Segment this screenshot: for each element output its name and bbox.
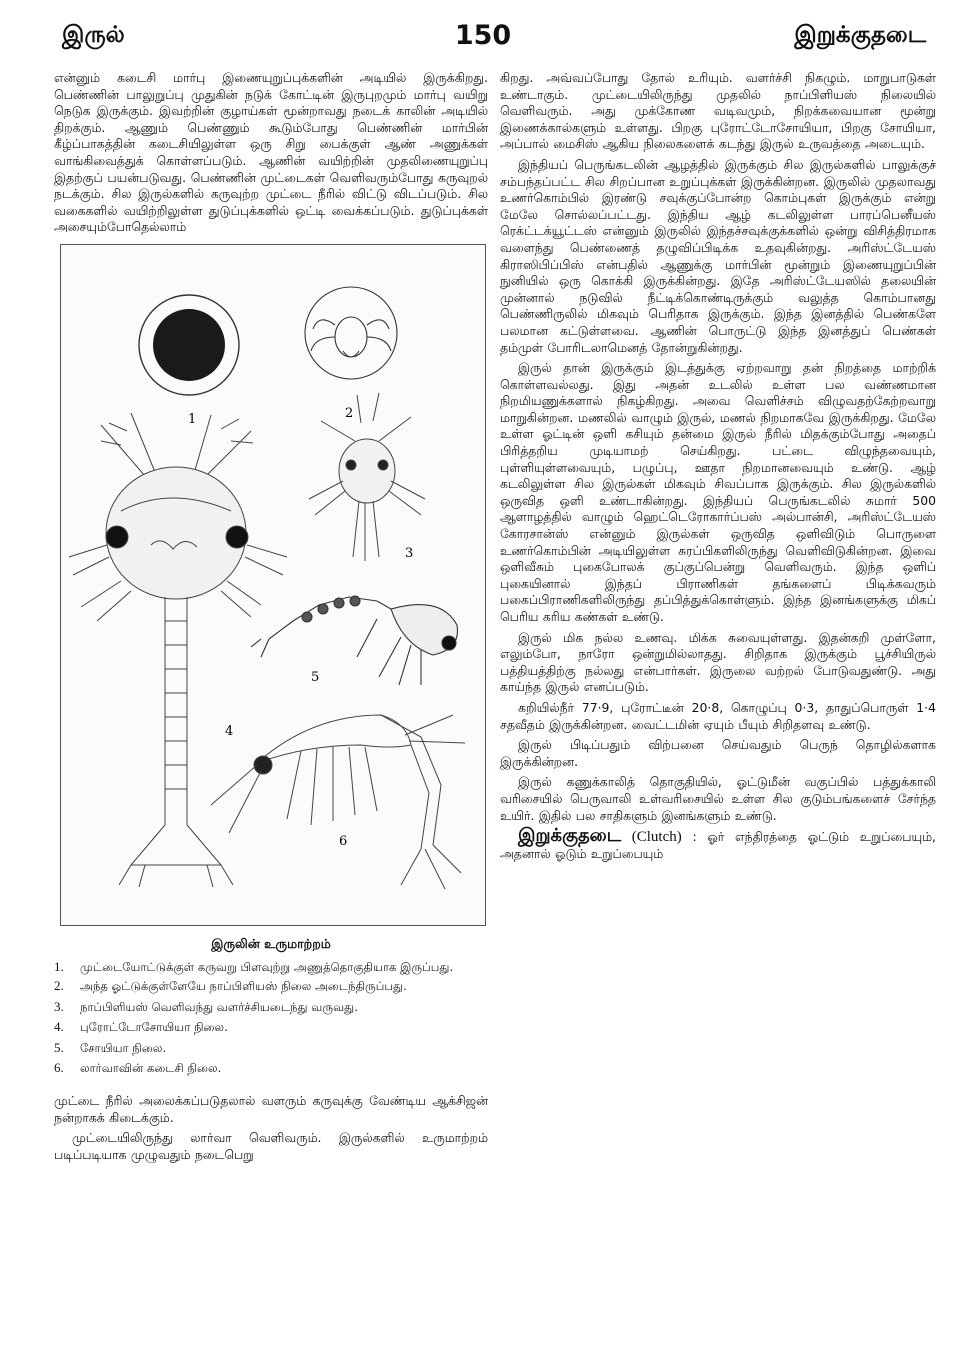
metamorphosis-figure [60,244,486,926]
figure-number-3: 3 [405,545,414,561]
legend-item: 3. நாப்பிளியஸ் வெளிவந்து வளர்ச்சியடைந்து வருவது. [54,998,358,1014]
egg-drawing [139,295,239,395]
left-column [54,70,488,1167]
right-paragraph-3: இருல் தான் இருக்கும் இடத்துக்கு ஏற்றவாறு தன் நிறத்தை மாற்றிக் கொள்ளவல்லது. இது அதன் உடலில் உள்ள பல வண்ணமான நிறமியணுக்களால் நிகழ்கிறது. அவை வெளிச்சம் விழுவதற்கேற்றவாறு மாறுகின்றன. மணலில் வாழும் இருல், மணல் நிறமாகவே இருக்கிறது. மேலே உள்ள ஓட்டின் ஒளி கசியும் தன்மை இருல் நீரில் மிதக்கும்போது அதைப் பிரித்தறிய முடியாமற் செய்கிறது. பட்டை விழுந்தவையும், புள்ளியுள்ளவையும், பழுப்பு, ஊதா நிறமானவையும் உண்டு. ஆழ் கடலிலுள்ள சில இருல்கள் மிகவும் சிவப்பாக இருக்கும். சில இருல்களில் ஒருவித ஒளி உண்டாகின்றது. இந்தியப் பெருங்கடலில் சுமார் 500 ஆளாழத்தில் வாழும் ஹெட்டெரோகார்ப்பஸ் அல்பான்சி, அரிஸ்ட்டேயஸ் கோரசான்ஸ் என்னும் இருல்கள் ஒருவித ஒளிவிடும் பொருளை உணர்கொம்பின் அடியிலுள்ள சுரப்பிகளிலிருந்து வெளிவிடுகின்றன. இவை ஒளிவீசும் புகைபோலக் குப்குப்பென்று வெளிவரும். இந்த ஒளிப் புகையினால் இந்தப் பிராணிகள் தங்களைப் பிடிக்கவரும் பகைப்பிராணிகளிலிருந்து தப்பித்துக்கொள்ளும். இந்த இனங்களுக்கு மிகப் பெரிய கரிய கண்கள் உண்டு. [500,360,936,624]
figure-legend [54,959,488,1079]
left-paragraph-2: முட்டை நீரில் அலைக்கப்படுதலால் வளரும் கருவுக்கு வேண்டிய ஆக்சிஜன் நன்றாகக் கிடைக்கும். [54,1092,488,1125]
page-number: 150 [454,20,512,51]
dictionary-entry [500,825,936,862]
figure-number-6: 6 [339,833,348,849]
figure-caption: இருலின் உருமாற்றம் [211,935,331,951]
entry-definition: : ஓர் எந்திரத்தை ஓட்டும் உறுப்பையும், அதனால் ஓடும் உறுப்பையும் [500,829,936,861]
left-paragraph-3: முட்டையிலிருந்து லார்வா வெளிவரும். இருல்களில் உருமாற்றம் படிப்படியாக முழுவதும் நடைபெறு [54,1130,488,1162]
right-column [500,70,936,866]
figure-number-5: 5 [311,669,320,685]
entry-english-term: (Clutch) [631,829,682,846]
right-paragraph-5: கறியில்நீர் 77·9, புரோட்டீன் 20·8, கொழுப்பு 0·3, தாதுப்பொருள் 1·4 சதவீதம் இருக்கின்றன. வைட்டமின் ஏயும் பீயும் சிறிதளவு உண்டு. [500,699,936,732]
right-paragraph-6: இருல் பிடிப்பதும் விற்பனை செய்வதும் பெருந் தொழில்களாக இருக்கின்றன. [500,737,936,769]
header-right-word: இறுக்குதடை [794,22,926,48]
right-paragraph-1: கிறது. அவ்வப்போது தோல் உரியும். வளர்ச்சி நிகழும். மாறுபாடுகள் உண்டாகும். முட்டையிலிருந்து முதலில் நாப்பிளியஸ் நிலையில் வெளிவரும். அது முக்கோண வடிவமும், நிறக்கவையான மூன்று இணைக்கால்களும் உள்ளது. பிறகு புரோட்டோசோயியா, பிறகு சோயியா, அப்பால் மைசிஸ் ஆகிய நிலைகளைக் கடந்து இருல் உருவத்தை அடையும். [500,70,936,152]
final-larva-drawing [211,715,465,889]
figure-number-2: 2 [345,405,354,421]
metamorphosis-illustration [61,245,485,925]
legend-item: 1. முட்டையோட்டுக்குள் கருவறு பிளவுற்று அணுத்தொகுதியாக இருப்பது. [54,958,454,974]
header-left-word: இருல் [62,22,125,48]
figure-number-4: 4 [225,723,234,739]
legend-item: 2. அந்த ஓட்டுக்குள்ளேயே நாப்பிளியஸ் நிலை அடைந்திருப்பது. [54,977,407,993]
right-paragraph-4: இருல் மிக நல்ல உணவு. மிக்க சுவையுள்ளது. இதன்கறி முள்ளோ, எலும்போ, நாரோ ஒன்றுமில்லாதது. சிறிதாக இருக்கும் பூச்சியிருல் பத்தியத்திற்கு நல்லது என்பார்கள். இருலை வற்றல் போடுவதுண்டு. அது காய்ந்த இருல் எனப்படும். [500,629,936,695]
figure-number-1: 1 [188,411,197,427]
legend-item: 4. புரோட்டோசோயியா நிலை. [54,1019,228,1035]
legend-item: 5. சோயியா நிலை. [54,1039,167,1055]
legend-item: 6. லார்வாவின் கடைசி நிலை. [54,1060,222,1076]
left-paragraph-1: என்னும் கடைசி மார்பு இணையுறுப்புக்களின் அடியில் இருக்கிறது. பெண்ணின் பாலுறுப்பு முதுகின் நடுக் கோட்டின் இருபுறமும் மார்பு வயிறு நெடுக இருக்கும். இவற்றின் குழாய்கள் மூன்றாவது நடைக் காலின் அடியில் திறக்கும். ஆணும் பெண்ணும் கூடும்போது பெண்ணின் மார்பின் கீழ்ப்பாகத்தின் கடைசியிலுள்ள ஒரு சிறு பைக்குள் ஆண் அணுக்கள் வாங்கிவைத்துக் கொள்ளப்படும். ஆணின் வயிற்றின் முதலிணையுறுப்பு இதற்குப் பயன்படுவது. பெண்ணின் முட்டைகள் வெளிவரும்போது கருவுறல் நடக்கும். சில இருல்களில் கருவுற்ற முட்டை நீரில் விட்டு விடப்படும். சில வகைகளில் வயிற்றிலுள்ள துடுப்புக்களில் ஒட்டி வைக்கப்படும். துடுப்புக்கள் அசையும்போதெல்லாம் [54,70,488,235]
right-paragraph-2: இந்தியப் பெருங்கடலின் ஆழத்தில் இருக்கும் சில இருல்களில் பாலுக்குச் சம்பந்தப்பட்ட சில சிறப்பான உறுப்புக்கள் இருக்கின்றன. இருலில் முதலாவது உணர்கொம்பில் இரண்டு சவுக்குப்போன்ற கொம்புகள் இருக்கும் என்று மேலே சொல்லப்பட்டது. இந்திய ஆழ் கடலிலுள்ள பாரப்பெனீயஸ் ரெக்ட்டக்யூட்டஸ் என்னும் இருலில் இந்தச்சவுக்குக்களில் ஒன்று விசித்திரமாக வளைந்து பெண்ணைத் தழுவிப்பிடிக்க உதவுகின்றது. அரிஸ்ட்டேயஸ் கிராஸிபிப்பிஸ் என்பதில் ஆணுக்கு மார்பின் மூன்றும் இணையுறுப்பின் நுனியில் ஒரு கொக்கி இருக்கின்றது. இதே அரிஸ்ட்டேயஸில் தலையின் முன்னால் நடுவில் நீட்டிக்கொண்டிருக்கும் வலுத்த கொம்பானது பெண்ணிருலில் மிகவும் பெரிதாக இருக்கும். இந்த இனத்தில் பெண்களே பலமான கட்டுள்ளவை. ஆணின் பொருட்டு இந்த இனத்துப் பெண்கள் தம்முள் போரிடலாமெனத் தோன்றுகின்றது. [500,156,936,355]
nauplius-in-egg-drawing [305,287,397,379]
protozoea-drawing [69,413,287,887]
zoea-drawing [251,596,458,685]
entry-headword: இறுக்குதடை [518,825,622,847]
nauplius-drawing [309,393,425,561]
page-header [0,20,966,54]
right-paragraph-7: இருல் கணுக்காலித் தொகுதியில், ஓட்டுமீன் வகுப்பில் பத்துக்காலி வரிசையில் பெருவாலி உள்வரிசையில் உள்ள சில குடும்பங்களைச் சேர்ந்த உயிர். இதில் பல சாதிகளும் இனங்களும் உண்டு. [500,774,936,823]
